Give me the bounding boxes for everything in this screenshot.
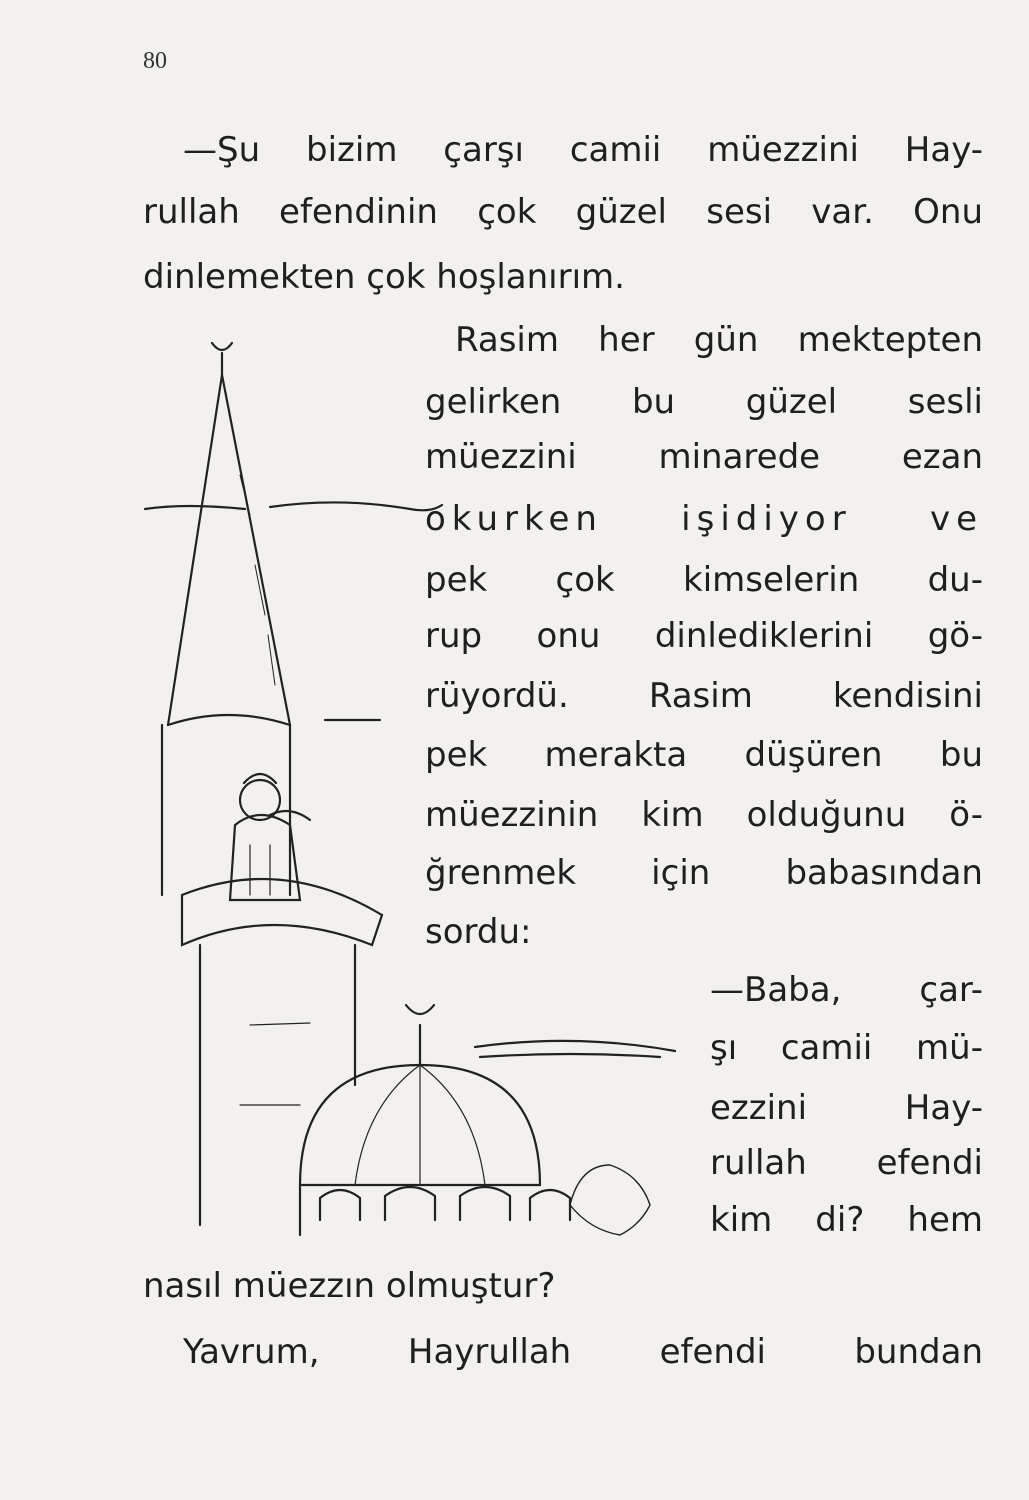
text-line: Rasim her gün mektepten: [455, 320, 983, 360]
text-line: pek çok kimselerin du-: [425, 560, 983, 600]
text-line: gelirken bu güzel sesli: [425, 382, 983, 422]
text-line: —Şu bizim çarşı camii müezzini Hay-: [183, 130, 983, 170]
text-line: dinlemekten çok hoşlanırım.: [143, 257, 625, 297]
page-number: 80: [143, 48, 167, 74]
text-line: rullah efendi: [710, 1143, 983, 1183]
text-line: müezzini minarede ezan: [425, 437, 983, 477]
minaret-muezzin-mosque-illustration: [140, 325, 700, 1245]
text-line: sordu:: [425, 912, 532, 952]
minaret-spire: [168, 375, 290, 725]
text-line: ezzini Hay-: [710, 1088, 983, 1128]
crescent-icon: [406, 1005, 434, 1014]
text-line: şı camii mü-: [710, 1028, 983, 1068]
text-line: müezzinin kim olduğunu ö-: [425, 795, 983, 835]
minaret-balcony: [182, 879, 382, 945]
text-line: kim di? hem: [710, 1200, 983, 1240]
text-line: Yavrum, Hayrullah efendi bundan: [183, 1332, 983, 1372]
text-line: nasıl müezzın olmuştur?: [143, 1266, 556, 1306]
crescent-icon: [212, 343, 232, 350]
text-line: rüyordü. Rasim kendisini: [425, 676, 983, 716]
tree-icon: [570, 1165, 650, 1235]
minaret-shaft: [162, 725, 290, 895]
text-line: —Baba, çar-: [710, 970, 983, 1010]
text-line: okurken işidiyor ve: [425, 499, 983, 539]
text-line: rup onu dinlediklerini gö-: [425, 616, 983, 656]
text-line: ğrenmek için babasından: [425, 853, 983, 893]
text-line: pek merakta düşüren bu: [425, 735, 983, 775]
text-line: rullah efendinin çok güzel sesi var. Onu: [143, 192, 983, 232]
